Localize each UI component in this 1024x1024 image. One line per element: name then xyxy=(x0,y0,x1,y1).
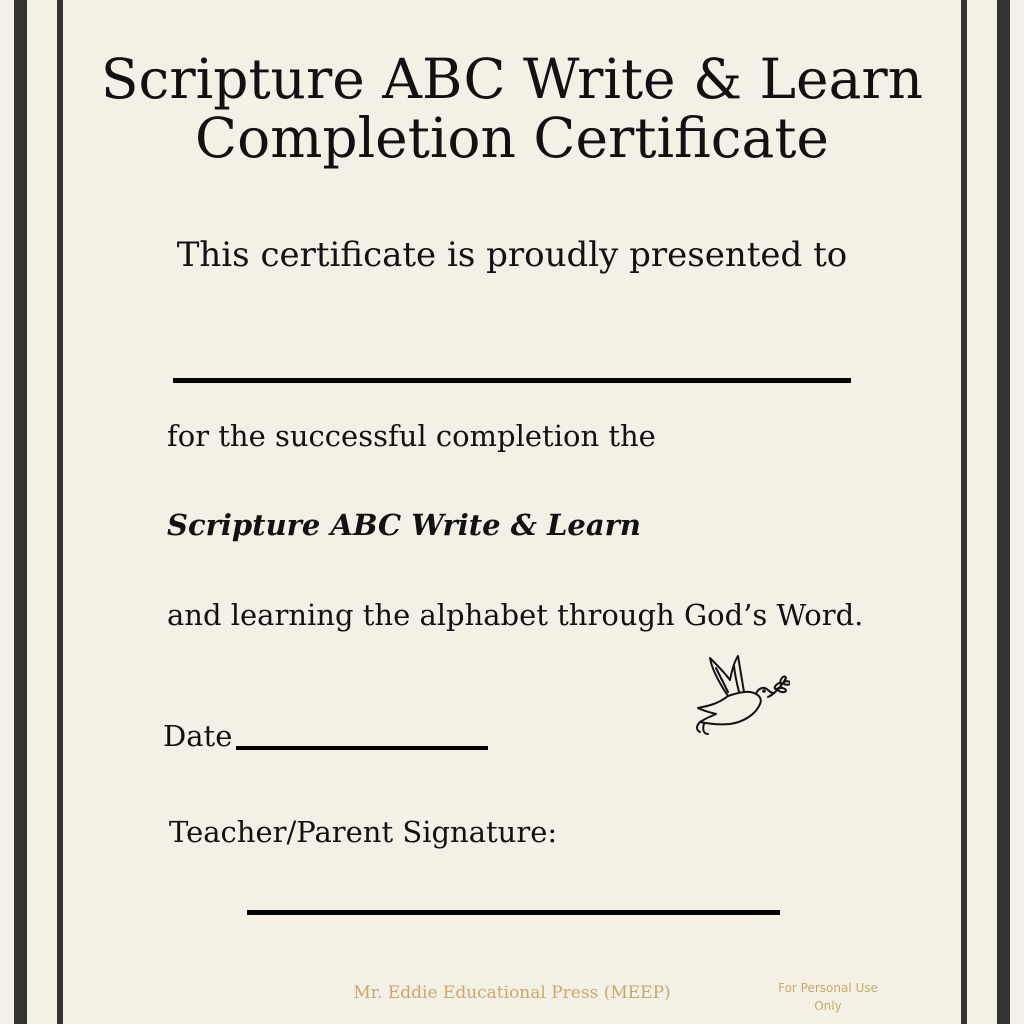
publisher-credit: Mr. Eddie Educational Press (MEEP) xyxy=(353,983,671,1003)
date-label: Date xyxy=(163,719,233,753)
course-name: Scripture ABC Write & Learn xyxy=(167,508,641,542)
certificate-subtitle: This certificate is proudly presented to xyxy=(176,235,848,275)
recipient-name-line[interactable] xyxy=(173,378,851,383)
signature-label: Teacher/Parent Signature: xyxy=(169,815,558,849)
signature-line[interactable] xyxy=(247,910,780,915)
border-rule-right-outer xyxy=(997,0,1010,1024)
date-line[interactable] xyxy=(236,746,488,750)
dove-icon xyxy=(690,652,790,742)
border-rule-left-outer xyxy=(14,0,27,1024)
usage-note: For Personal Use Only xyxy=(778,981,878,1013)
border-rule-left-inner xyxy=(57,0,63,1024)
border-rule-right-inner xyxy=(961,0,967,1024)
completion-text: for the successful completion the xyxy=(167,419,656,453)
certificate-title: Scripture ABC Write & Learn Completion Certificate xyxy=(100,47,924,170)
learning-text: and learning the alphabet through God’s Word. xyxy=(167,598,864,632)
